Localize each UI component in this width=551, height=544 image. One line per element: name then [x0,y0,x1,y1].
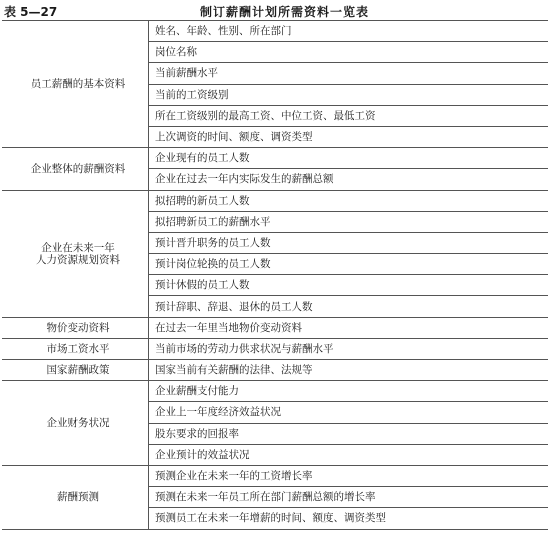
item-cell: 拟招聘的新员工人数 [149,190,549,211]
item-cell: 企业在过去一年内实际发生的薪酬总额 [149,169,549,190]
requirements-table [2,20,548,530]
category-cell [2,338,149,359]
table-row [2,465,548,486]
category-label: 国家薪酬政策 [46,364,110,377]
table-body [2,21,548,530]
item-cell: 企业现有的员工人数 [149,148,549,169]
category-label: 人力资源规划资料 [36,253,120,266]
category-label: 物价变动资料 [46,321,110,334]
item-cell: 国家当前有关薪酬的法律、法规等 [149,360,549,381]
table-row [2,190,548,211]
table-title: 制订薪酬计划所需资料一览表 [200,5,370,19]
category-cell [2,360,149,381]
category-label: 员工薪酬的基本资料 [30,78,126,91]
item-cell: 企业预计的效益状况 [149,444,549,465]
item-cell: 姓名、年龄、性别、所在部门 [149,21,549,42]
table-row [2,381,548,402]
item-cell: 所在工资级别的最高工资、中位工资、最低工资 [149,105,549,126]
item-cell: 预计休假的员工人数 [149,275,549,296]
table-row [2,338,548,359]
category-cell [2,465,149,529]
category-cell [2,21,149,148]
category-cell [2,381,149,466]
item-cell: 拟招聘新员工的薪酬水平 [149,211,549,232]
category-cell [2,148,149,190]
category-cell [2,317,149,338]
item-cell: 岗位名称 [149,42,549,63]
table-number: 表 5—27 [4,5,58,19]
category-label: 薪酬预测 [57,491,99,504]
category-label: 企业整体的薪酬资料 [30,162,126,175]
category-cell [2,190,149,317]
item-cell: 预计晋升职务的员工人数 [149,232,549,253]
table-caption [0,0,551,20]
item-cell: 预计岗位轮换的员工人数 [149,254,549,275]
category-label: 企业财务状况 [46,417,110,430]
item-cell: 预计辞职、辞退、退休的员工人数 [149,296,549,317]
item-cell: 当前市场的劳动力供求状况与薪酬水平 [149,338,549,359]
item-cell: 在过去一年里当地物价变动资料 [149,317,549,338]
category-label: 企业在未来一年 [41,241,115,254]
item-cell: 预测在未来一年员工所在部门薪酬总额的增长率 [149,487,549,508]
item-cell: 预测企业在未来一年的工资增长率 [149,465,549,486]
table-row [2,148,548,169]
category-label: 市场工资水平 [46,342,110,355]
table-row [2,21,548,42]
item-cell: 企业上一年度经济效益状况 [149,402,549,423]
table-row [2,360,548,381]
table-row [2,317,548,338]
item-cell: 当前薪酬水平 [149,63,549,84]
item-cell: 预测员工在未来一年增薪的时间、额度、调资类型 [149,508,549,529]
item-cell: 上次调资的时间、额度、调资类型 [149,126,549,147]
item-cell: 企业薪酬支付能力 [149,381,549,402]
item-cell: 股东要求的回报率 [149,423,549,444]
item-cell: 当前的工资级别 [149,84,549,105]
